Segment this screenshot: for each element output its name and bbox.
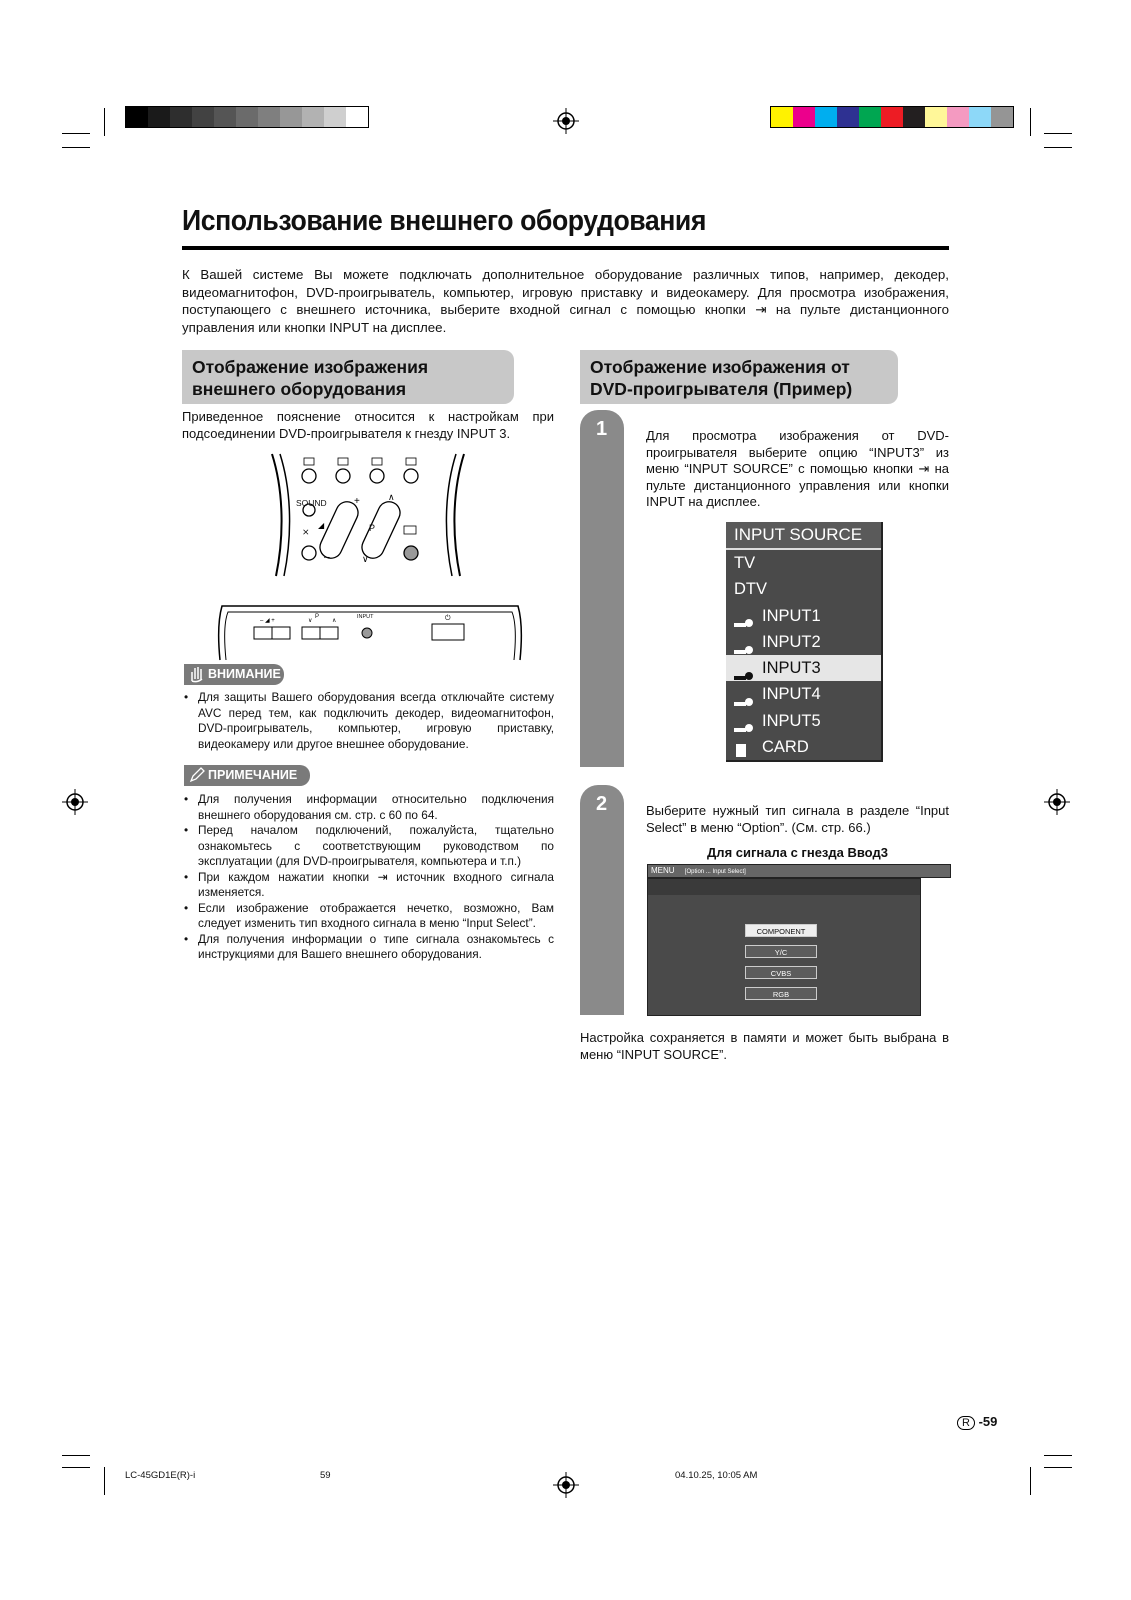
menu-item-card[interactable]: CARD (726, 734, 881, 760)
left-section-heading: Отображение изображения внешнего оборудования (182, 350, 514, 404)
input-source-menu (726, 522, 883, 762)
menu-item-input4[interactable]: INPUT4 (726, 681, 881, 707)
list-item: • При каждом нажатии кнопки ⇥ источник входного сигнала изменяется. (182, 870, 554, 901)
registration-mark-icon (553, 1472, 579, 1498)
list-item: • Если изображение отображается нечетко, возможно, Вам следует изменить тип входного сигнала в меню “Input Select”. (182, 901, 554, 932)
calibration-swatch (815, 107, 837, 127)
step-2-text: Выберите нужный тип сигнала в разделе “Input Select” в меню “Option”. (См. стр. 66.) (646, 803, 949, 835)
input-jack-icon (734, 638, 754, 648)
menu-item-dtv[interactable]: DTV (734, 580, 767, 599)
color-calibration-bar (770, 106, 1014, 128)
svg-text:◢: ◢ (318, 521, 325, 530)
calibration-swatch (903, 107, 925, 127)
note-badge (184, 765, 310, 786)
input-jack-icon (734, 611, 754, 621)
svg-text:–: – (324, 552, 330, 563)
calibration-swatch (126, 107, 148, 127)
panel-p-label: P (315, 614, 320, 620)
hand-icon (188, 665, 206, 683)
list-item: • Для защиты Вашего оборудования всегда отключайте систему AVC перед тем, как подключить декодер, видеомагнитофон, DVD-проигрыватель, компьютер, игровую приставку, видеокамеру или другое внешнее оборудование. (182, 690, 554, 752)
tv-panel-illustration (210, 600, 530, 662)
svg-text:∧: ∧ (332, 618, 337, 624)
option-menu-bar (647, 864, 951, 878)
menu-path: [Option ... Input Select] (684, 869, 746, 875)
footer-date: 04.10.25, 10:05 AM (675, 1470, 758, 1481)
option-menu-screen (647, 878, 921, 1016)
note-label: ПРИМЕЧАНИЕ (208, 768, 298, 782)
calibration-swatch (991, 107, 1013, 127)
list-item: • Для получения информации относительно подключения внешнего оборудования см. стр. с 60 по 64. (182, 792, 554, 823)
input-jack-icon (734, 690, 754, 700)
menu-item-input1[interactable]: INPUT1 (726, 603, 881, 629)
input-jack-icon (734, 716, 754, 726)
input-jack-icon (734, 664, 754, 674)
step-2-number: 2 (596, 793, 608, 815)
calibration-swatch (302, 107, 324, 127)
svg-text:⨯: ⨯ (302, 527, 310, 537)
option-yc[interactable]: Y/C (745, 945, 817, 958)
menu-item-tv[interactable]: TV (734, 554, 756, 572)
caution-label: ВНИМАНИЕ (208, 667, 281, 681)
step-2-bar (580, 785, 624, 1015)
svg-text:∧: ∧ (388, 492, 395, 502)
remote-p-label: P (369, 523, 376, 533)
calibration-swatch (969, 107, 991, 127)
step-1-bar (580, 410, 624, 767)
svg-text:∨: ∨ (308, 618, 313, 624)
calibration-swatch (837, 107, 859, 127)
calibration-swatch (925, 107, 947, 127)
calibration-swatch (947, 107, 969, 127)
left-intro-text: Приведенное пояснение относится к настройкам при подсоединении DVD-проигрывателя к гнезду INPUT 3. (182, 409, 554, 441)
svg-text:∨: ∨ (362, 554, 369, 564)
option-cvbs[interactable]: CVBS (745, 966, 817, 979)
menu-item-input2[interactable]: INPUT2 (726, 629, 881, 655)
calibration-swatch (346, 107, 368, 127)
calibration-swatch (859, 107, 881, 127)
page-number: R -59 (957, 1414, 997, 1430)
option-component[interactable]: COMPONENT (745, 924, 817, 937)
calibration-swatch (214, 107, 236, 127)
calibration-swatch (881, 107, 903, 127)
card-icon (734, 743, 754, 753)
caution-list (182, 690, 554, 752)
title-rule (182, 246, 949, 250)
footer-page: 59 (320, 1470, 331, 1481)
calibration-swatch (771, 107, 793, 127)
svg-text:+: + (354, 496, 360, 507)
registration-mark-icon (553, 108, 579, 134)
page-title: Использование внешнего оборудования (182, 205, 706, 237)
menu-item-input3[interactable]: INPUT3 (726, 655, 881, 681)
intro-paragraph: К Вашей системе Вы можете подключать дополнительное оборудование различных типов, например, декодер, видеомагнитофон, DVD-проигрыватель, компьютер, игровую приставку и видеокамеру. Для просмотра изображения, поступающего с внешнего источника, выберите входной сигнал с помощью кнопки ⇥ на пульте дистанционного управления или кнопки INPUT на дисплее. (182, 267, 949, 335)
calibration-swatch (148, 107, 170, 127)
registration-mark-icon (1044, 789, 1070, 815)
grayscale-calibration-bar (125, 106, 369, 128)
panel-input-label: INPUT (357, 614, 374, 620)
step-1-number: 1 (596, 418, 608, 440)
list-item: • Для получения информации о типе сигнала ознакомьтесь с инструкциями для Вашего внешнего оборудования. (182, 932, 554, 963)
calibration-swatch (793, 107, 815, 127)
caution-badge (184, 664, 284, 685)
menu-label: MENU (651, 866, 675, 875)
footer-model: LC-45GD1E(R)-i (125, 1470, 196, 1481)
right-section-heading: Отображение изображения от DVD-проигрывателя (Пример) (580, 350, 898, 404)
region-badge: R (957, 1416, 975, 1430)
svg-text:– ◢ +: – ◢ + (260, 618, 275, 624)
note-list (182, 792, 554, 963)
calibration-swatch (192, 107, 214, 127)
calibration-swatch (170, 107, 192, 127)
input-source-header: INPUT SOURCE (726, 522, 881, 550)
pencil-icon (189, 767, 205, 783)
menu-item-input5[interactable]: INPUT5 (726, 708, 881, 734)
calibration-swatch (236, 107, 258, 127)
option-rgb[interactable]: RGB (745, 987, 817, 1000)
calibration-swatch (258, 107, 280, 127)
list-item: • Перед началом подключений, пожалуйста, тщательно ознакомьтесь с соответствующим руководством по эксплуатации (для DVD-проигрывателя, компьютера и т.п.) (182, 823, 554, 870)
step-2-subheading: Для сигнала с гнезда Ввод3 (707, 845, 888, 860)
remote-control-illustration (268, 452, 468, 577)
calibration-swatch (280, 107, 302, 127)
remote-sound-label: SOUND (296, 498, 327, 508)
svg-text:⏻: ⏻ (445, 615, 451, 622)
calibration-swatch (324, 107, 346, 127)
registration-mark-icon (62, 789, 88, 815)
closing-text: Настройка сохраняется в памяти и может быть выбрана в меню “INPUT SOURCE”. (580, 1030, 949, 1062)
step-1-text: Для просмотра изображения от DVD-проигрывателя выберите опцию “INPUT3” из меню “INPUT SOURCE” с помощью кнопки ⇥ на пульте дистанционного управления или кнопки INPUT на дисплее. (646, 428, 949, 509)
